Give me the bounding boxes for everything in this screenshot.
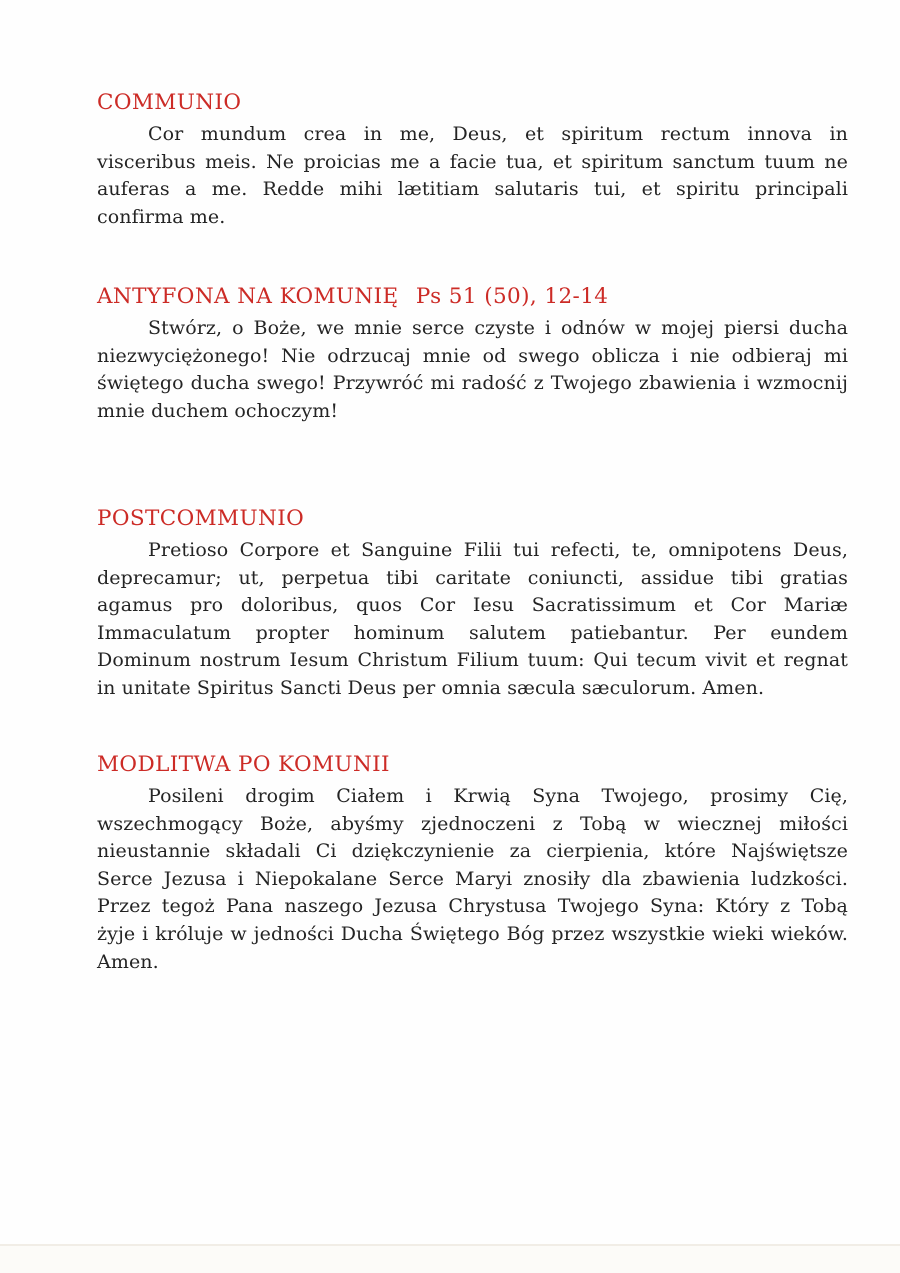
text-line: Immaculatum propter hominum salutem patiebantur. Per eundem (97, 621, 848, 644)
text-line: Przez tegoż Pana naszego Jezusa Chrystusa Twojego Syna: Który z Tobą (97, 895, 848, 918)
text-line: in unitate Spiritus Sancti Deus per omnia sæcula sæculorum. Amen. (97, 676, 765, 699)
section-heading (97, 753, 848, 777)
section-heading-reference: Ps 51 (50), 12-14 (415, 284, 609, 309)
text-line: Cor mundum crea in me, Deus, et spiritum rectum innova in (148, 123, 848, 145)
text-line: świętego ducha swego! Przywróć mi radość z Twojego zbawienia i wzmocnij (97, 372, 848, 395)
text-line: niezwyciężonego! Nie odrzucaj mnie od swego oblicza i nie odbieraj mi (97, 344, 848, 367)
text-line: confirma me. (97, 205, 226, 228)
text-line: auferas a me. Redde mihi lætitiam salutaris tui, et spiritu principali (97, 178, 848, 201)
text-line: Stwórz, o Boże, we mnie serce czyste i odnów w mojej piersi ducha (148, 317, 848, 339)
section-paragraph (97, 783, 848, 976)
text-line: nieustannie składali Ci dziękczynienie za cierpienia, które Najświętsze (97, 840, 848, 863)
section-modlitwa-po-komunii (97, 753, 848, 976)
text-line: mnie duchem ochoczym! (97, 399, 339, 422)
section-heading-label: MODLITWA PO KOMUNII (97, 752, 390, 777)
section-heading (97, 285, 848, 309)
text-line: visceribus meis. Ne proicias me a facie tua, et spiritum sanctum tuum ne (97, 150, 848, 173)
text-line: agamus pro doloribus, quos Cor Iesu Sacratissimum et Cor Mariæ (97, 594, 848, 617)
section-heading-label: POSTCOMMUNIO (97, 506, 305, 531)
section-postcommunio (97, 507, 848, 703)
text-line: Posileni drogim Ciałem i Krwią Syna Twojego, prosimy Cię, (148, 785, 848, 807)
text-line: wszechmogący Boże, abyśmy zjednoczeni z Tobą w wiecznej miłości (97, 812, 848, 835)
text-line: żyje i króluje w jedności Ducha Świętego Bóg przez wszystkie wieki wieków. (97, 922, 848, 945)
scan-edge-area (0, 1246, 900, 1273)
section-heading (97, 91, 848, 115)
section-communio (97, 91, 848, 231)
text-line: Amen. (97, 950, 159, 973)
text-line: Pretioso Corpore et Sanguine Filii tui refecti, te, omnipotens Deus, (148, 539, 848, 561)
text-line: deprecamur; ut, perpetua tibi caritate coniuncti, assidue tibi gratias (97, 566, 848, 589)
section-heading (97, 507, 848, 531)
section-heading-label: ANTYFONA NA KOMUNIĘ (97, 284, 399, 309)
text-line: Serce Jezusa i Niepokalane Serce Maryi znosiły dla zbawienia ludzkości. (97, 867, 848, 890)
section-heading-label: COMMUNIO (97, 90, 242, 115)
section-paragraph (97, 315, 848, 425)
section-antyfona-na-komunie (97, 285, 848, 425)
section-paragraph (97, 537, 848, 703)
text-line: Dominum nostrum Iesum Christum Filium tuum: Qui tecum vivit et regnat (97, 649, 848, 672)
section-paragraph (97, 121, 848, 231)
